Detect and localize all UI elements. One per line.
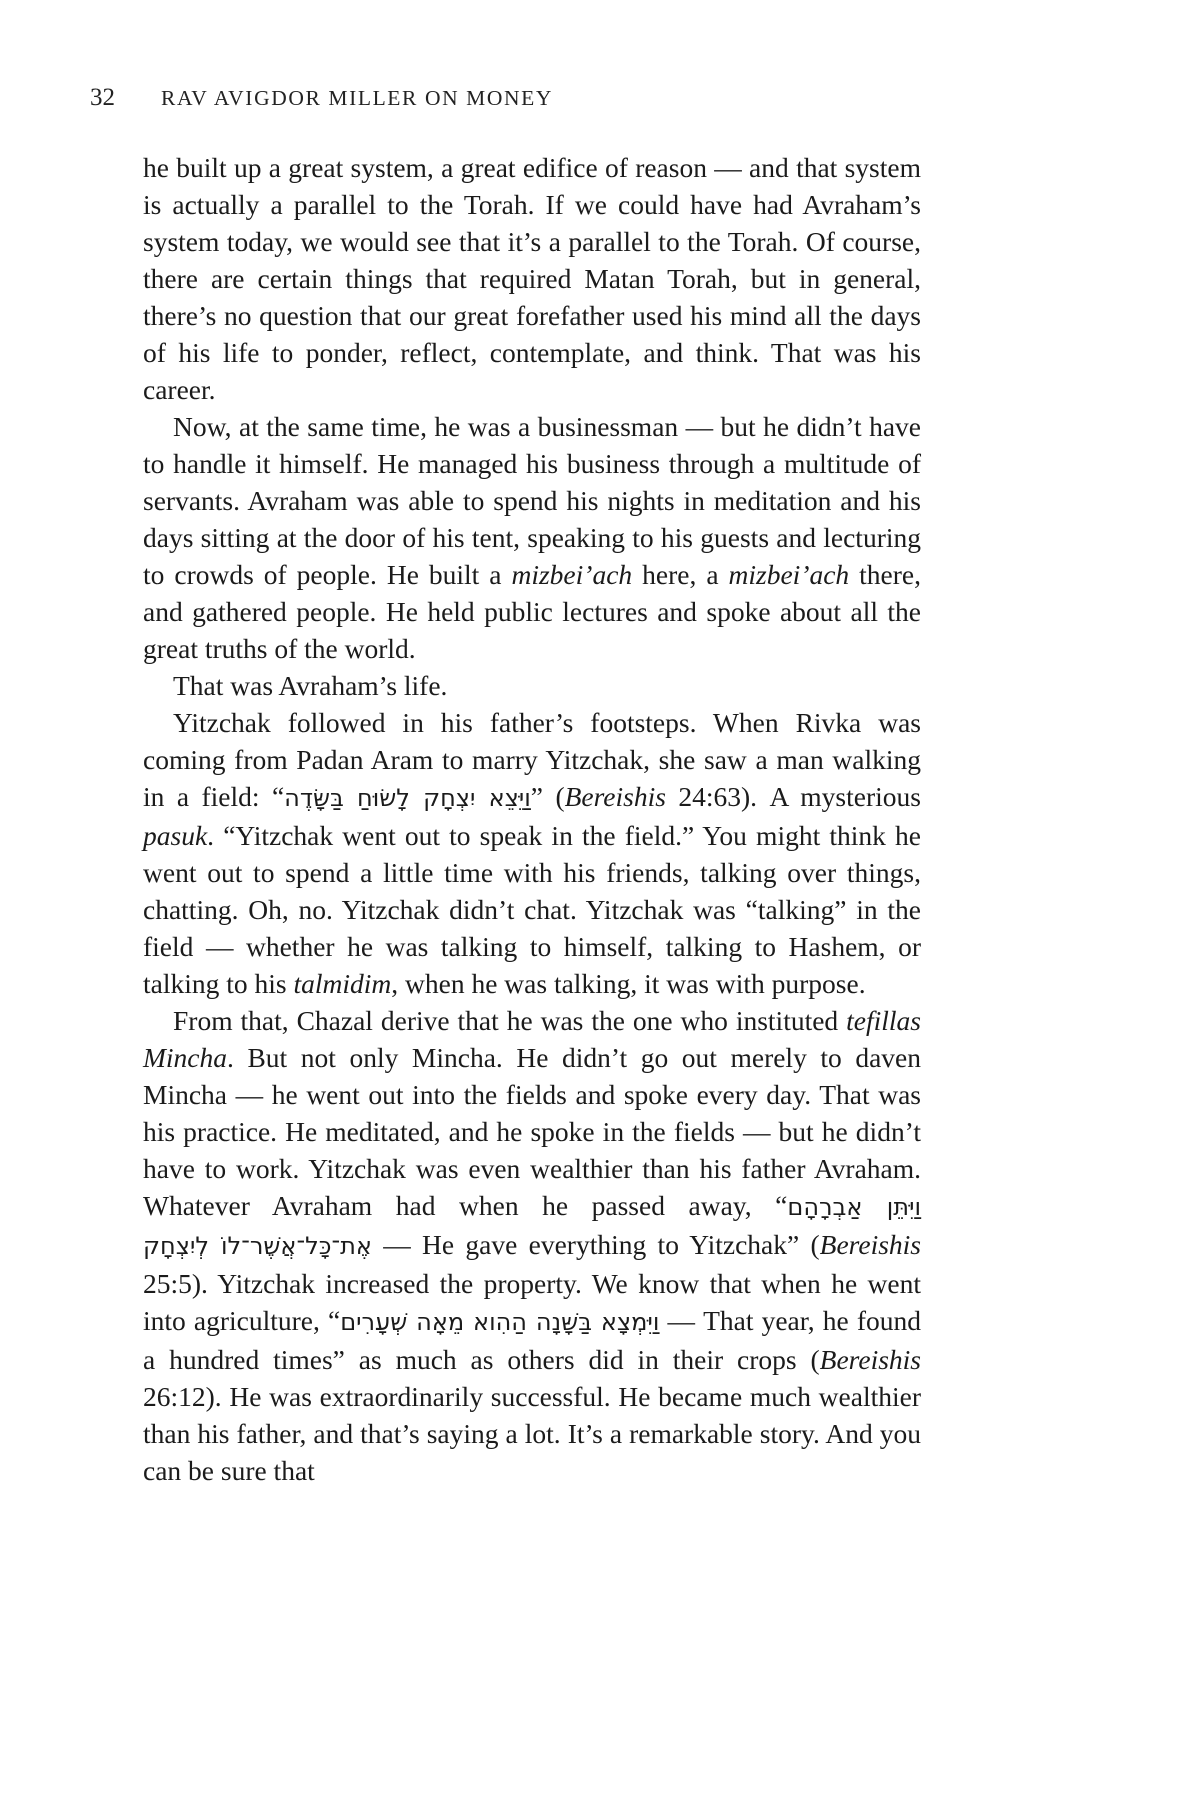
hebrew-quote: וַיִּמְצָא בַּשָּׁנָה הַהִוא מֵאָה שְׁעָרִים (340, 1308, 660, 1336)
paragraph (143, 667, 921, 704)
text-run: he built up a great system, a great edifice of reason — and that system is actually a parallel to the Torah. If we could have had Avraham’s system today, we would see that it’s a parallel to the Torah. Of course, there are certain things that required Matan Torah, but in general, there’s no question that our great forefather used his mind all the days of his life to ponder, reflect, contemplate, and think. That was his career. (143, 152, 921, 405)
text-run: 25:5). Yitzchak increased the property. We know that when he went into agriculture, “ (143, 1268, 921, 1336)
paragraph (143, 149, 921, 408)
text-run: . But not only Mincha. He didn’t go out merely to daven Mincha — he went out into the fields and spoke every day. That was his practice. He meditated, and he spoke in the fields — but he didn’t have to work. Yitzchak was even wealthier than his father Avraham. Whatever Avraham had when he passed away, “ (143, 1042, 921, 1221)
text-run: — That year, he found a hundred times” as much as others did in their crops ( (143, 1305, 921, 1375)
italic-term: Bereishis (819, 1344, 921, 1375)
italic-term: tefillas Mincha (143, 1005, 921, 1073)
body-text-block (143, 149, 921, 1489)
text-run: ” ( (530, 781, 565, 812)
text-run: here, a (632, 559, 729, 590)
italic-term: mizbei’ach (511, 559, 633, 590)
text-run: 24:63). A mysterious (665, 781, 921, 812)
text-run: — He gave everything to Yitzchak” ( (371, 1229, 820, 1260)
text-run: . “Yitzchak went out to speak in the field.” You might think he went out to spend a little time with his friends, talking over things, chatting. Oh, no. Yitzchak didn’t chat. Yitzchak was “talking” in the field — whether he was talking to himself, talking to Hashem, or talking to his (143, 820, 921, 999)
running-head-title: RAV AVIGDOR MILLER ON MONEY (161, 86, 554, 110)
page-number: 32 (90, 84, 115, 111)
text-run: Yitzchak followed in his father’s footsteps. When Rivka was coming from Padan Aram to marry Yitzchak, she saw a man walking in a field: “ (143, 707, 921, 812)
paragraph (143, 1002, 921, 1489)
text-run: , when he was talking, it was with purpose. (391, 968, 866, 999)
text-run: there, and gathered people. He held public lectures and spoke about all the great truths of the world. (143, 559, 922, 664)
running-header (90, 84, 930, 112)
text-run: 26:12). He was extraordinarily successful. He became much wealthier than his father, and that’s saying a lot. It’s a remarkable story. And you can be sure that (143, 1381, 921, 1486)
paragraph (143, 408, 921, 667)
italic-term: mizbei’ach (728, 559, 850, 590)
italic-term: pasuk (143, 820, 208, 851)
hebrew-quote: וַיֵּצֵא יִצְחָק לָשׂוּחַ בַּשָּׂדֶה (284, 784, 531, 812)
italic-term: Bereishis (564, 781, 666, 812)
paragraph (143, 704, 921, 1002)
hebrew-quote: וַיִּתֵּן אַבְרָהָם אֶת־כָּל־אֲשֶׁר־לוֹ לְיִצְחָק (143, 1193, 921, 1260)
italic-term: Bereishis (819, 1229, 921, 1260)
text-run: Now, at the same time, he was a businessman — but he didn’t have to handle it himself. He managed his business through a multitude of servants. Avraham was able to spend his nights in meditation and his days sitting at the door of his tent, speaking to his guests and lecturing to crowds of people. He built a (143, 411, 921, 590)
text-run: That was Avraham’s life. (173, 670, 448, 701)
italic-term: talmidim (293, 968, 392, 999)
text-run: From that, Chazal derive that he was the one who instituted (173, 1005, 847, 1036)
